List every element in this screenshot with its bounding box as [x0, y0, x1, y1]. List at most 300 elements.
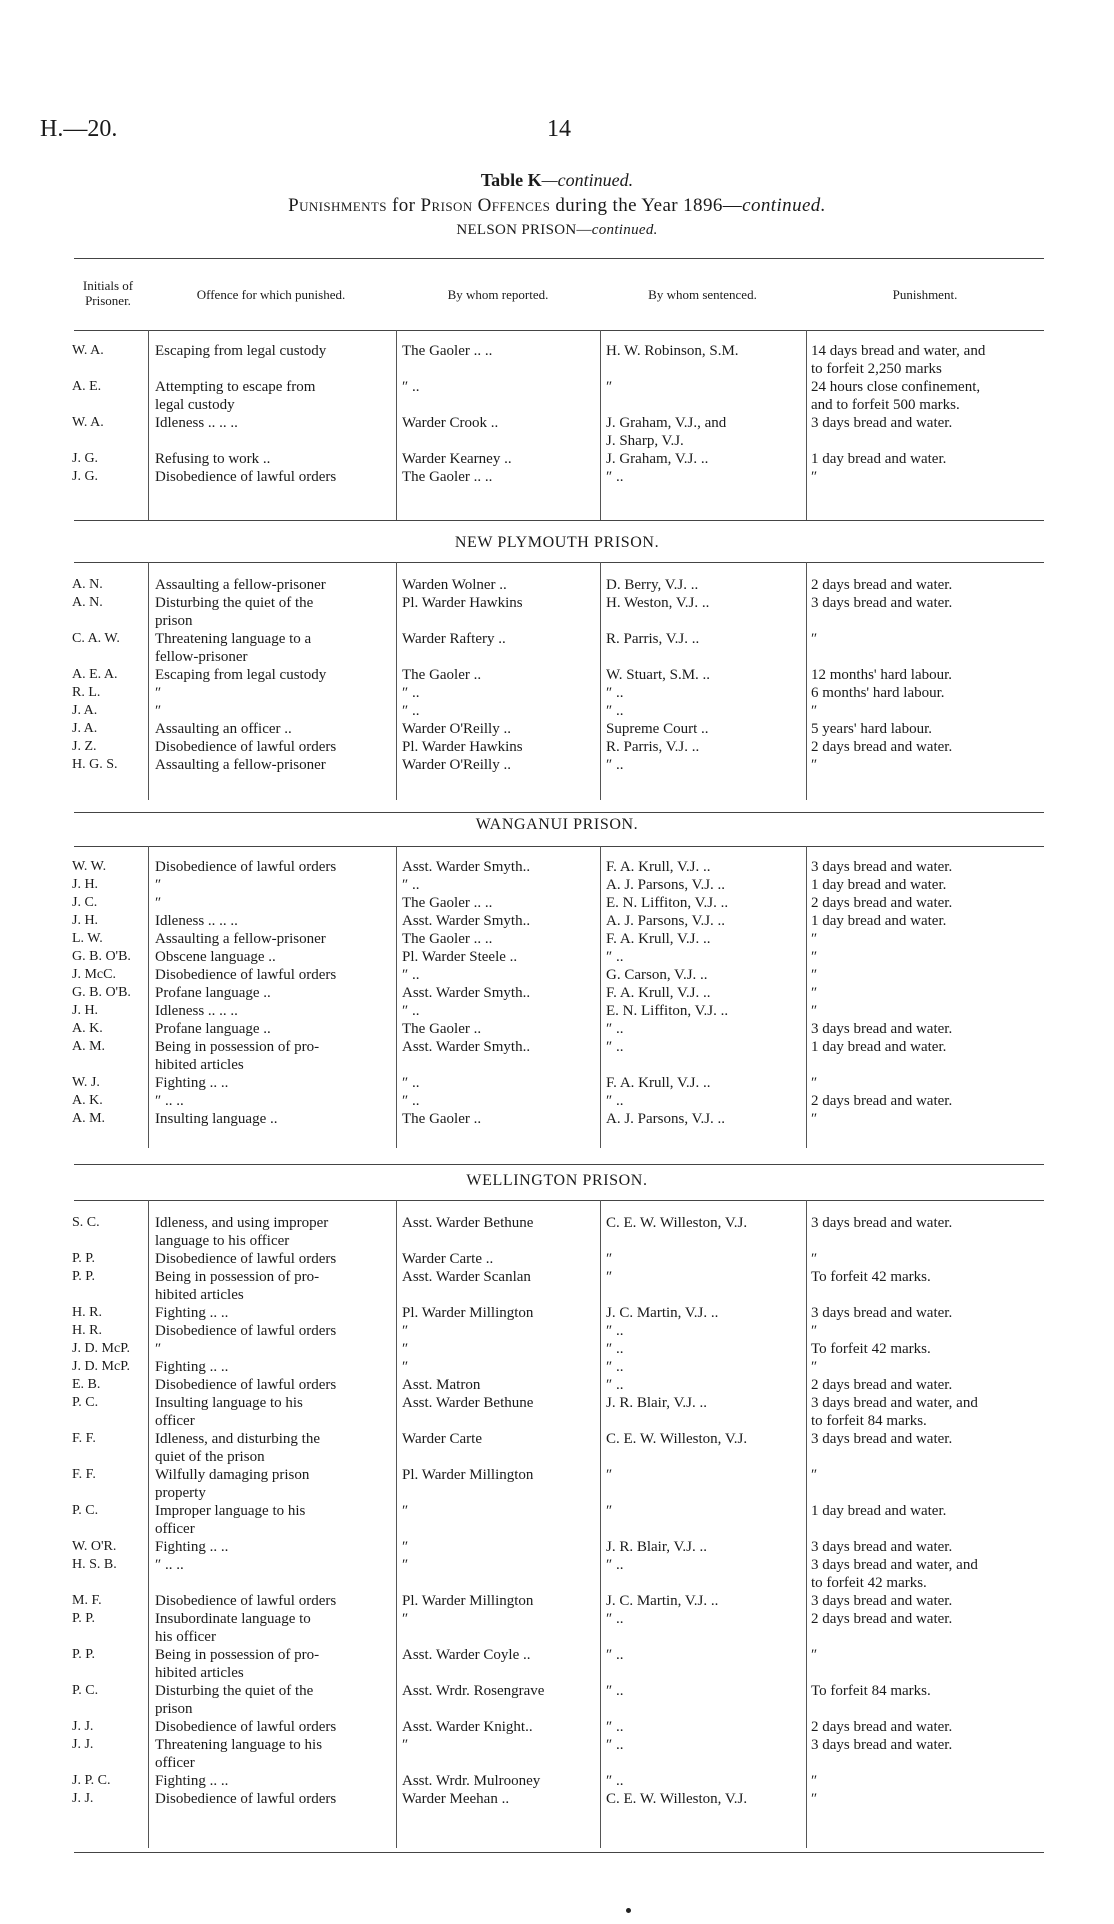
cell-sentenced-by: ″ ..: [606, 1359, 624, 1375]
cell-offence: prison: [155, 1701, 193, 1717]
cell-offence: officer: [155, 1755, 195, 1771]
cell-reported-by: ″: [402, 1737, 409, 1753]
cell-sentenced-by: J. Sharp, V.J.: [606, 433, 684, 449]
column-divider: [148, 330, 149, 520]
cell-initials: J. J.: [72, 1719, 94, 1734]
cell-reported-by: Pl. Warder Steele ..: [402, 949, 518, 965]
cell-sentenced-by: ″ ..: [606, 1377, 624, 1393]
column-header-initials: Initials of Prisoner.: [82, 278, 134, 308]
cell-offence: Idleness, and disturbing the: [155, 1431, 320, 1447]
cell-initials: P. C.: [72, 1683, 99, 1698]
cell-offence: Assaulting a fellow-prisoner: [155, 577, 326, 593]
cell-reported-by: Warder Carte ..: [402, 1251, 494, 1267]
section-bottom-rule: [74, 520, 1044, 521]
cell-sentenced-by: ″ ..: [606, 1683, 624, 1699]
cell-offence: Escaping from legal custody: [155, 343, 327, 359]
cell-reported-by: Asst. Warder Knight..: [402, 1719, 533, 1735]
cell-offence: Being in possession of pro-: [155, 1039, 320, 1055]
cell-punishment: 3 days bread and water.: [811, 1593, 953, 1609]
column-divider: [396, 846, 397, 1148]
prison-title: NELSON PRISON—continued.: [456, 222, 658, 238]
cell-punishment: 2 days bread and water.: [811, 1611, 953, 1627]
cell-sentenced-by: A. J. Parsons, V.J. ..: [606, 877, 726, 893]
cell-reported-by: Pl. Warder Hawkins: [402, 595, 523, 611]
cell-offence: Attempting to escape from: [155, 379, 316, 395]
cell-initials: W. A.: [72, 415, 104, 430]
cell-reported-by: ″ ..: [402, 1003, 420, 1019]
cell-punishment: ″: [811, 949, 818, 965]
cell-offence: Assaulting a fellow-prisoner: [155, 931, 326, 947]
cell-punishment: 5 years' hard labour.: [811, 721, 932, 737]
cell-offence: ″: [155, 895, 162, 911]
cell-offence: Disobedience of lawful orders: [155, 859, 337, 875]
cell-sentenced-by: W. Stuart, S.M. ..: [606, 667, 711, 683]
cell-reported-by: ″: [402, 1557, 409, 1573]
column-header-reported: By whom reported.: [447, 287, 549, 302]
cell-reported-by: The Gaoler .. ..: [402, 895, 493, 911]
column-divider: [600, 330, 601, 520]
cell-offence: Disobedience of lawful orders: [155, 967, 337, 983]
cell-initials: A. N.: [72, 577, 103, 592]
cell-punishment: to forfeit 84 marks.: [811, 1413, 927, 1429]
cell-sentenced-by: ″ ..: [606, 1647, 624, 1663]
header-bottom-rule: [74, 330, 1044, 331]
cell-punishment: 2 days bread and water.: [811, 895, 953, 911]
cell-reported-by: Warder Carte: [402, 1431, 482, 1447]
cell-offence: officer: [155, 1413, 195, 1429]
cell-initials: G. B. O'B.: [72, 985, 131, 1000]
cell-punishment: 3 days bread and water.: [811, 1431, 953, 1447]
cell-punishment: 1 day bread and water.: [811, 451, 947, 467]
cell-punishment: 2 days bread and water.: [811, 577, 953, 593]
column-divider: [600, 846, 601, 1148]
cell-initials: F. F.: [72, 1431, 96, 1446]
cell-punishment: ″: [811, 1075, 818, 1091]
cell-reported-by: Pl. Warder Millington: [402, 1593, 534, 1609]
cell-reported-by: Pl. Warder Hawkins: [402, 739, 523, 755]
cell-punishment: 3 days bread and water.: [811, 859, 953, 875]
cell-punishment: 3 days bread and water.: [811, 1215, 953, 1231]
cell-offence: Idleness .. .. ..: [155, 913, 238, 929]
column-divider: [396, 1200, 397, 1848]
cell-punishment: ″: [811, 985, 818, 1001]
cell-sentenced-by: ″ ..: [606, 1737, 624, 1753]
cell-punishment: 3 days bread and water, and: [811, 1557, 978, 1573]
section-top-rule: [74, 562, 1044, 563]
cell-sentenced-by: F. A. Krull, V.J. ..: [606, 985, 711, 1001]
cell-sentenced-by: J. Graham, V.J., and: [606, 415, 727, 431]
cell-punishment: 1 day bread and water.: [811, 877, 947, 893]
cell-reported-by: Warder Crook ..: [402, 415, 499, 431]
cell-initials: J. A.: [72, 703, 98, 718]
cell-punishment: To forfeit 42 marks.: [811, 1269, 931, 1285]
cell-initials: J. C.: [72, 895, 98, 910]
cell-punishment: 6 months' hard labour.: [811, 685, 945, 701]
cell-initials: P. P.: [72, 1251, 95, 1266]
cell-reported-by: Asst. Warder Smyth..: [402, 1039, 531, 1055]
cell-offence: Assaulting a fellow-prisoner: [155, 757, 326, 773]
cell-sentenced-by: C. E. W. Willeston, V.J.: [606, 1431, 748, 1447]
cell-offence: Obscene language ..: [155, 949, 276, 965]
cell-initials: J. P. C.: [72, 1773, 111, 1788]
cell-sentenced-by: D. Berry, V.J. ..: [606, 577, 699, 593]
cell-punishment: 12 months' hard labour.: [811, 667, 953, 683]
cell-punishment: ″: [811, 967, 818, 983]
cell-reported-by: Warden Wolner ..: [402, 577, 507, 593]
cell-offence: officer: [155, 1521, 195, 1537]
cell-offence: Disobedience of lawful orders: [155, 1719, 337, 1735]
cell-punishment: 3 days bread and water.: [811, 1305, 953, 1321]
cell-offence: Being in possession of pro-: [155, 1647, 320, 1663]
cell-reported-by: Asst. Warder Scanlan: [402, 1269, 531, 1285]
cell-sentenced-by: R. Parris, V.J. ..: [606, 631, 700, 647]
cell-offence: ″: [155, 685, 162, 701]
cell-offence: Disobedience of lawful orders: [155, 739, 337, 755]
cell-sentenced-by: F. A. Krull, V.J. ..: [606, 859, 711, 875]
cell-offence: Disobedience of lawful orders: [155, 1251, 337, 1267]
cell-offence: prison: [155, 613, 193, 629]
cell-initials: A. M.: [72, 1111, 106, 1126]
cell-sentenced-by: E. N. Liffiton, V.J. ..: [606, 895, 729, 911]
cell-initials: A. K.: [72, 1093, 103, 1108]
cell-initials: F. F.: [72, 1467, 96, 1482]
cell-reported-by: Asst. Warder Coyle ..: [402, 1647, 531, 1663]
cell-offence: Disturbing the quiet of the: [155, 595, 314, 611]
cell-punishment: ″: [811, 1323, 818, 1339]
cell-sentenced-by: J. R. Blair, V.J. ..: [606, 1539, 707, 1555]
cell-punishment: ″: [811, 469, 818, 485]
column-divider: [600, 562, 601, 800]
cell-punishment: 3 days bread and water, and: [811, 1395, 978, 1411]
column-header-sentenced: By whom sentenced.: [648, 287, 757, 302]
column-divider: [806, 1200, 807, 1848]
cell-offence: legal custody: [155, 397, 235, 413]
cell-reported-by: Asst. Warder Bethune: [402, 1395, 534, 1411]
section-title: WELLINGTON PRISON.: [466, 1172, 648, 1189]
cell-initials: J. G.: [72, 469, 99, 484]
cell-sentenced-by: ″ ..: [606, 1323, 624, 1339]
cell-punishment: ″: [811, 1003, 818, 1019]
cell-initials: J. A.: [72, 721, 98, 736]
page-number: 14: [547, 116, 571, 142]
cell-initials: G. B. O'B.: [72, 949, 131, 964]
cell-sentenced-by: J. C. Martin, V.J. ..: [606, 1305, 719, 1321]
cell-offence: Refusing to work ..: [155, 451, 271, 467]
cell-reported-by: Pl. Warder Millington: [402, 1305, 534, 1321]
cell-initials: J. Z.: [72, 739, 97, 754]
cell-offence: ″: [155, 877, 162, 893]
cell-sentenced-by: ″ ..: [606, 1557, 624, 1573]
cell-reported-by: Warder Raftery ..: [402, 631, 506, 647]
cell-offence: property: [155, 1485, 206, 1501]
cell-sentenced-by: ″ ..: [606, 1021, 624, 1037]
cell-initials: W. O'R.: [72, 1539, 117, 1554]
cell-initials: P. C.: [72, 1395, 99, 1410]
column-divider: [806, 846, 807, 1148]
cell-offence: Escaping from legal custody: [155, 667, 327, 683]
cell-punishment: to forfeit 42 marks.: [811, 1575, 927, 1591]
cell-reported-by: ″: [402, 1359, 409, 1375]
cell-sentenced-by: C. E. W. Willeston, V.J.: [606, 1215, 748, 1231]
table-subtitle: Punishments for Prison Offences during the Year 1896—continued.: [288, 195, 826, 216]
cell-punishment: ″: [811, 1359, 818, 1375]
cell-reported-by: Asst. Warder Smyth..: [402, 985, 531, 1001]
cell-offence: Profane language ..: [155, 1021, 271, 1037]
cell-offence: his officer: [155, 1629, 216, 1645]
section-top-rule: [74, 846, 1044, 847]
cell-punishment: 3 days bread and water.: [811, 1539, 953, 1555]
cell-punishment: to forfeit 2,250 marks: [811, 361, 942, 377]
cell-sentenced-by: F. A. Krull, V.J. ..: [606, 1075, 711, 1091]
cell-sentenced-by: H. W. Robinson, S.M.: [606, 343, 739, 359]
cell-initials: J. G.: [72, 451, 99, 466]
section-bottom-rule: [74, 1164, 1044, 1165]
cell-offence: Disobedience of lawful orders: [155, 1593, 337, 1609]
cell-reported-by: Asst. Wrdr. Rosengrave: [402, 1683, 545, 1699]
column-divider: [148, 1200, 149, 1848]
cell-sentenced-by: ″ ..: [606, 1341, 624, 1357]
cell-initials: P. P.: [72, 1611, 95, 1626]
column-divider: [148, 562, 149, 800]
cell-punishment: 3 days bread and water.: [811, 415, 953, 431]
cell-initials: P. P.: [72, 1647, 95, 1662]
cell-punishment: 14 days bread and water, and: [811, 343, 986, 359]
cell-offence: language to his officer: [155, 1233, 290, 1249]
cell-offence: Fighting .. ..: [155, 1075, 229, 1091]
column-divider: [806, 562, 807, 800]
cell-initials: P. P.: [72, 1269, 95, 1284]
cell-punishment: ″: [811, 1791, 818, 1807]
cell-offence: ″ .. ..: [155, 1557, 184, 1573]
cell-punishment: 2 days bread and water.: [811, 739, 953, 755]
cell-initials: W. W.: [72, 859, 107, 874]
cell-sentenced-by: ″ ..: [606, 949, 624, 965]
cell-reported-by: ″ ..: [402, 1093, 420, 1109]
section-bottom-rule: [74, 1852, 1044, 1853]
cell-offence: quiet of the prison: [155, 1449, 265, 1465]
column-header-punishment: Punishment.: [892, 287, 958, 302]
cell-initials: J. D. McP.: [72, 1359, 130, 1374]
cell-reported-by: ″ ..: [402, 685, 420, 701]
column-divider: [600, 1200, 601, 1848]
cell-punishment: and to forfeit 500 marks.: [811, 397, 960, 413]
cell-offence: Being in possession of pro-: [155, 1269, 320, 1285]
cell-reported-by: ″ ..: [402, 703, 420, 719]
cell-sentenced-by: J. Graham, V.J. ..: [606, 451, 709, 467]
section-title: NEW PLYMOUTH PRISON.: [454, 534, 660, 551]
cell-sentenced-by: ″: [606, 379, 613, 395]
cell-punishment: To forfeit 42 marks.: [811, 1341, 931, 1357]
cell-sentenced-by: F. A. Krull, V.J. ..: [606, 931, 711, 947]
cell-punishment: 1 day bread and water.: [811, 1039, 947, 1055]
cell-punishment: 1 day bread and water.: [811, 1503, 947, 1519]
cell-punishment: To forfeit 84 marks.: [811, 1683, 931, 1699]
cell-initials: M. F.: [72, 1593, 102, 1608]
cell-initials: J. J.: [72, 1737, 94, 1752]
cell-offence: hibited articles: [155, 1287, 244, 1303]
cell-initials: C. A. W.: [72, 631, 120, 646]
cell-sentenced-by: ″ ..: [606, 1773, 624, 1789]
cell-initials: H. R.: [72, 1305, 102, 1320]
cell-offence: Idleness .. .. ..: [155, 1003, 238, 1019]
cell-offence: Threatening language to his: [155, 1737, 323, 1753]
cell-initials: J. H.: [72, 1003, 99, 1018]
cell-offence: Disobedience of lawful orders: [155, 1377, 337, 1393]
cell-sentenced-by: J. R. Blair, V.J. ..: [606, 1395, 707, 1411]
cell-punishment: ″: [811, 931, 818, 947]
cell-sentenced-by: A. J. Parsons, V.J. ..: [606, 1111, 726, 1127]
cell-reported-by: ″ ..: [402, 967, 420, 983]
cell-sentenced-by: ″: [606, 1269, 613, 1285]
section-bottom-rule: [74, 812, 1044, 813]
document-reference: H.—20.: [40, 116, 118, 142]
cell-sentenced-by: ″ ..: [606, 757, 624, 773]
cell-sentenced-by: A. J. Parsons, V.J. ..: [606, 913, 726, 929]
cell-offence: Disturbing the quiet of the: [155, 1683, 314, 1699]
cell-reported-by: ″: [402, 1323, 409, 1339]
cell-offence: Threatening language to a: [155, 631, 312, 647]
cell-sentenced-by: ″ ..: [606, 469, 624, 485]
column-divider: [396, 330, 397, 520]
cell-initials: H. R.: [72, 1323, 102, 1338]
cell-offence: Fighting .. ..: [155, 1359, 229, 1375]
cell-offence: Assaulting an officer ..: [155, 721, 292, 737]
cell-offence: ″ .. ..: [155, 1093, 184, 1109]
cell-reported-by: Asst. Warder Bethune: [402, 1215, 534, 1231]
cell-punishment: 24 hours close confinement,: [811, 379, 981, 395]
cell-sentenced-by: ″: [606, 1503, 613, 1519]
cell-reported-by: The Gaoler ..: [402, 667, 482, 683]
cell-offence: Profane language ..: [155, 985, 271, 1001]
cell-punishment: ″: [811, 1251, 818, 1267]
cell-reported-by: The Gaoler .. ..: [402, 469, 493, 485]
cell-offence: Insubordinate language to: [155, 1611, 311, 1627]
cell-initials: R. L.: [72, 685, 101, 700]
cell-punishment: 3 days bread and water.: [811, 595, 953, 611]
cell-sentenced-by: Supreme Court ..: [606, 721, 709, 737]
cell-offence: Insulting language ..: [155, 1111, 278, 1127]
cell-offence: Disobedience of lawful orders: [155, 1323, 337, 1339]
cell-offence: Improper language to his: [155, 1503, 306, 1519]
cell-reported-by: ″ ..: [402, 877, 420, 893]
cell-initials: W. J.: [72, 1075, 100, 1090]
cell-reported-by: ″: [402, 1539, 409, 1555]
cell-reported-by: ″: [402, 1611, 409, 1627]
cell-initials: W. A.: [72, 343, 104, 358]
cell-offence: fellow-prisoner: [155, 649, 248, 665]
cell-reported-by: Warder Meehan ..: [402, 1791, 510, 1807]
table-title: Table K—continued.: [480, 170, 634, 190]
cell-reported-by: ″: [402, 1503, 409, 1519]
cell-punishment: ″: [811, 1467, 818, 1483]
cell-reported-by: ″ ..: [402, 1075, 420, 1091]
cell-sentenced-by: ″ ..: [606, 1611, 624, 1627]
cell-reported-by: Asst. Matron: [402, 1377, 481, 1393]
page-mark: [626, 1908, 631, 1913]
cell-initials: A. N.: [72, 595, 103, 610]
cell-offence: Disobedience of lawful orders: [155, 469, 337, 485]
cell-reported-by: ″ ..: [402, 379, 420, 395]
column-divider: [806, 330, 807, 520]
cell-offence: Fighting .. ..: [155, 1773, 229, 1789]
cell-reported-by: Warder Kearney ..: [402, 451, 512, 467]
cell-sentenced-by: ″: [606, 1251, 613, 1267]
cell-punishment: 3 days bread and water.: [811, 1021, 953, 1037]
cell-initials: J. H.: [72, 913, 99, 928]
cell-initials: A. M.: [72, 1039, 106, 1054]
cell-reported-by: The Gaoler .. ..: [402, 343, 493, 359]
cell-offence: Idleness, and using improper: [155, 1215, 329, 1231]
cell-initials: A. E.: [72, 379, 102, 394]
cell-punishment: ″: [811, 631, 818, 647]
section-top-rule: [74, 1200, 1044, 1201]
cell-sentenced-by: ″ ..: [606, 1719, 624, 1735]
cell-offence: Disobedience of lawful orders: [155, 1791, 337, 1807]
cell-punishment: ″: [811, 1111, 818, 1127]
column-header-offence: Offence for which punished.: [196, 287, 346, 302]
cell-offence: Fighting .. ..: [155, 1305, 229, 1321]
cell-sentenced-by: ″ ..: [606, 1093, 624, 1109]
cell-initials: E. B.: [72, 1377, 101, 1392]
cell-punishment: 1 day bread and water.: [811, 913, 947, 929]
cell-initials: S. C.: [72, 1215, 100, 1230]
cell-reported-by: Asst. Wrdr. Mulrooney: [402, 1773, 541, 1789]
column-divider: [396, 562, 397, 800]
cell-offence: ″: [155, 1341, 162, 1357]
column-divider: [148, 846, 149, 1148]
cell-punishment: ″: [811, 703, 818, 719]
cell-reported-by: The Gaoler ..: [402, 1021, 482, 1037]
cell-reported-by: Warder O'Reilly ..: [402, 721, 511, 737]
cell-initials: A. K.: [72, 1021, 103, 1036]
cell-reported-by: ″: [402, 1341, 409, 1357]
cell-offence: Insulting language to his: [155, 1395, 303, 1411]
cell-sentenced-by: ″ ..: [606, 703, 624, 719]
cell-sentenced-by: H. Weston, V.J. ..: [606, 595, 710, 611]
cell-sentenced-by: J. C. Martin, V.J. ..: [606, 1593, 719, 1609]
cell-offence: Fighting .. ..: [155, 1539, 229, 1555]
cell-reported-by: Asst. Warder Smyth..: [402, 859, 531, 875]
cell-initials: J. D. McP.: [72, 1341, 130, 1356]
cell-punishment: ″: [811, 757, 818, 773]
cell-initials: P. C.: [72, 1503, 99, 1518]
cell-initials: H. S. B.: [72, 1557, 117, 1572]
cell-sentenced-by: ″ ..: [606, 685, 624, 701]
cell-offence: ″: [155, 703, 162, 719]
cell-sentenced-by: ″: [606, 1467, 613, 1483]
cell-initials: H. G. S.: [72, 757, 118, 772]
cell-offence: Idleness .. .. ..: [155, 415, 238, 431]
cell-offence: hibited articles: [155, 1665, 244, 1681]
header-top-rule: [74, 258, 1044, 259]
cell-reported-by: Warder O'Reilly ..: [402, 757, 511, 773]
cell-initials: L. W.: [72, 931, 103, 946]
cell-sentenced-by: E. N. Liffiton, V.J. ..: [606, 1003, 729, 1019]
cell-punishment: 2 days bread and water.: [811, 1093, 953, 1109]
cell-sentenced-by: C. E. W. Willeston, V.J.: [606, 1791, 748, 1807]
cell-sentenced-by: G. Carson, V.J. ..: [606, 967, 708, 983]
cell-punishment: 3 days bread and water.: [811, 1737, 953, 1753]
cell-offence: hibited articles: [155, 1057, 244, 1073]
section-title: WANGANUI PRISON.: [475, 816, 639, 833]
cell-reported-by: Asst. Warder Smyth..: [402, 913, 531, 929]
cell-initials: J. H.: [72, 877, 99, 892]
cell-initials: A. E. A.: [72, 667, 118, 682]
cell-reported-by: The Gaoler .. ..: [402, 931, 493, 947]
cell-sentenced-by: R. Parris, V.J. ..: [606, 739, 700, 755]
cell-punishment: 2 days bread and water.: [811, 1719, 953, 1735]
cell-punishment: ″: [811, 1647, 818, 1663]
